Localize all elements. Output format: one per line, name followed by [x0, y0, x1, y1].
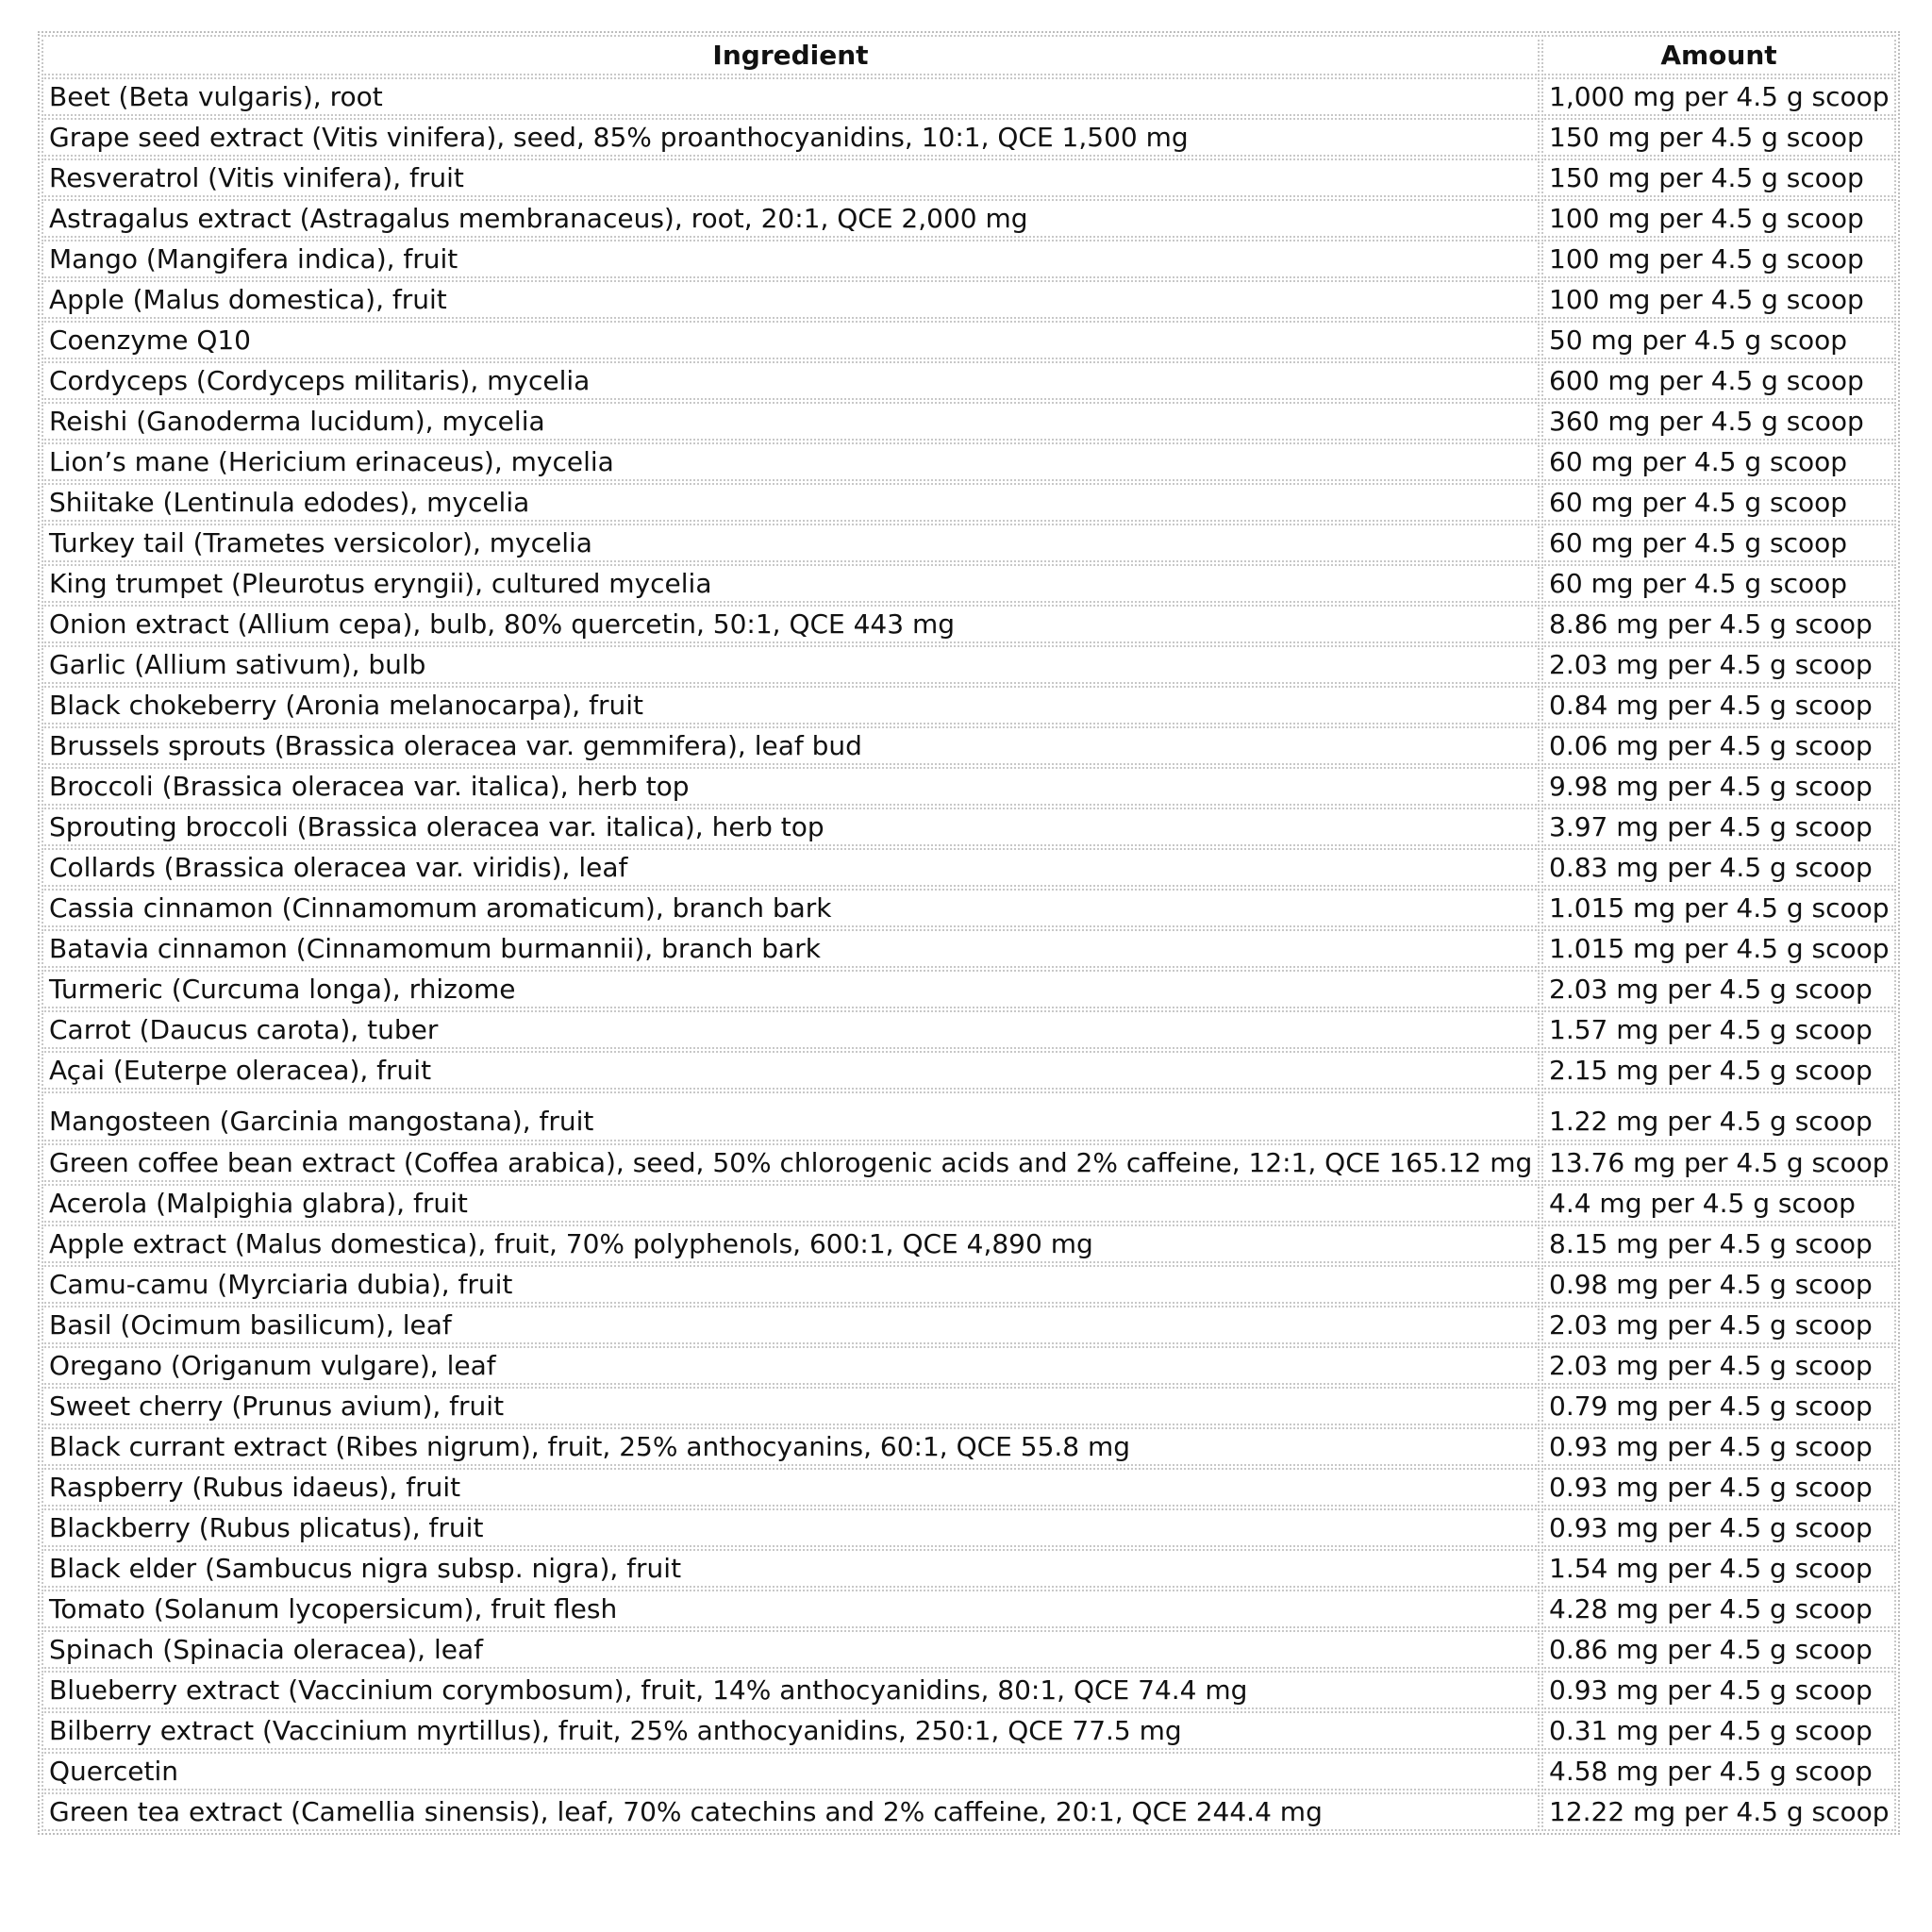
table-row — [42, 442, 1896, 481]
amount-cell: 0.83 mg per 4.5 g scoop — [1541, 848, 1896, 887]
table-row — [42, 808, 1896, 846]
amount-cell: 360 mg per 4.5 g scoop — [1541, 402, 1896, 441]
amount-cell: 4.4 mg per 4.5 g scoop — [1541, 1184, 1896, 1223]
ingredient-cell: Turkey tail (Trametes versicolor), mycelia — [42, 524, 1540, 562]
table-row — [42, 240, 1896, 278]
amount-cell: 2.03 mg per 4.5 g scoop — [1541, 1306, 1896, 1344]
amount-cell: 1.015 mg per 4.5 g scoop — [1541, 889, 1896, 927]
ingredient-cell: Astragalus extract (Astragalus membranaceus), root, 20:1, QCE 2,000 mg — [42, 199, 1540, 238]
amount-cell: 1.57 mg per 4.5 g scoop — [1541, 1010, 1896, 1049]
amount-cell: 1.015 mg per 4.5 g scoop — [1541, 929, 1896, 968]
table-row — [42, 1792, 1896, 1831]
ingredient-cell: Blueberry extract (Vaccinium corymbosum), fruit, 14% anthocyanidins, 80:1, QCE 74.4 mg — [42, 1671, 1540, 1709]
table-row — [42, 1549, 1896, 1588]
ingredient-cell: Reishi (Ganoderma lucidum), mycelia — [42, 402, 1540, 441]
amount-cell: 0.93 mg per 4.5 g scoop — [1541, 1508, 1896, 1547]
amount-cell: 0.93 mg per 4.5 g scoop — [1541, 1427, 1896, 1466]
amount-cell: 2.03 mg per 4.5 g scoop — [1541, 645, 1896, 684]
ingredient-cell: Black currant extract (Ribes nigrum), fruit, 25% anthocyanins, 60:1, QCE 55.8 mg — [42, 1427, 1540, 1466]
ingredient-cell: Bilberry extract (Vaccinium myrtillus), fruit, 25% anthocyanidins, 250:1, QCE 77.5 mg — [42, 1711, 1540, 1750]
amount-cell: 12.22 mg per 4.5 g scoop — [1541, 1792, 1896, 1831]
table-row — [42, 889, 1896, 927]
table-row — [42, 1590, 1896, 1628]
table-row — [42, 77, 1896, 116]
table-row — [42, 118, 1896, 157]
table-row — [42, 361, 1896, 400]
amount-cell: 1.54 mg per 4.5 g scoop — [1541, 1549, 1896, 1588]
amount-cell: 0.31 mg per 4.5 g scoop — [1541, 1711, 1896, 1750]
table-row — [42, 1265, 1896, 1304]
table-row — [42, 1346, 1896, 1385]
table-row — [42, 1091, 1896, 1141]
ingredient-cell: Mangosteen (Garcinia mangostana), fruit — [42, 1091, 1540, 1141]
table-row — [42, 1184, 1896, 1223]
ingredient-cell: Cordyceps (Cordyceps militaris), mycelia — [42, 361, 1540, 400]
ingredient-cell: Oregano (Origanum vulgare), leaf — [42, 1346, 1540, 1385]
ingredient-cell: Sweet cherry (Prunus avium), fruit — [42, 1387, 1540, 1425]
ingredient-cell: Carrot (Daucus carota), tuber — [42, 1010, 1540, 1049]
amount-cell: 2.03 mg per 4.5 g scoop — [1541, 970, 1896, 1008]
ingredient-cell: Green tea extract (Camellia sinensis), leaf, 70% catechins and 2% caffeine, 20:1, QCE 244.4 mg — [42, 1792, 1540, 1831]
table-row — [42, 158, 1896, 197]
ingredient-table-container — [38, 31, 1898, 1835]
table-row — [42, 686, 1896, 724]
ingredient-cell: Collards (Brassica oleracea var. viridis), leaf — [42, 848, 1540, 887]
table-row — [42, 645, 1896, 684]
table-row — [42, 1010, 1896, 1049]
amount-cell: 100 mg per 4.5 g scoop — [1541, 240, 1896, 278]
table-row — [42, 1671, 1896, 1709]
ingredient-cell: Grape seed extract (Vitis vinifera), seed, 85% proanthocyanidins, 10:1, QCE 1,500 mg — [42, 118, 1540, 157]
ingredient-cell: Garlic (Allium sativum), bulb — [42, 645, 1540, 684]
table-row — [42, 483, 1896, 522]
ingredient-cell: Camu-camu (Myrciaria dubia), fruit — [42, 1265, 1540, 1304]
ingredient-cell: Cassia cinnamon (Cinnamomum aromaticum), branch bark — [42, 889, 1540, 927]
table-row — [42, 280, 1896, 319]
ingredient-cell: Batavia cinnamon (Cinnamomum burmannii), branch bark — [42, 929, 1540, 968]
ingredient-cell: Açai (Euterpe oleracea), fruit — [42, 1051, 1540, 1090]
header-ingredient: Ingredient — [42, 35, 1540, 75]
amount-cell: 100 mg per 4.5 g scoop — [1541, 280, 1896, 319]
ingredient-cell: Turmeric (Curcuma longa), rhizome — [42, 970, 1540, 1008]
table-row — [42, 767, 1896, 806]
ingredient-cell: Black elder (Sambucus nigra subsp. nigra), fruit — [42, 1549, 1540, 1588]
header-amount: Amount — [1541, 35, 1896, 75]
table-row — [42, 524, 1896, 562]
table-row — [42, 199, 1896, 238]
table-row — [42, 1508, 1896, 1547]
amount-cell: 0.93 mg per 4.5 g scoop — [1541, 1671, 1896, 1709]
table-row — [42, 929, 1896, 968]
table-row — [42, 1224, 1896, 1263]
ingredient-cell: Tomato (Solanum lycopersicum), fruit flesh — [42, 1590, 1540, 1628]
ingredient-cell: Spinach (Spinacia oleracea), leaf — [42, 1630, 1540, 1669]
table-row — [42, 402, 1896, 441]
ingredient-cell: Green coffee bean extract (Coffea arabica), seed, 50% chlorogenic acids and 2% caffeine, 12:1, QCE 165.12 mg — [42, 1143, 1540, 1182]
amount-cell: 1.22 mg per 4.5 g scoop — [1541, 1091, 1896, 1141]
table-row — [42, 848, 1896, 887]
ingredient-table — [38, 31, 1900, 1835]
table-row — [42, 1468, 1896, 1507]
table-row — [42, 1051, 1896, 1090]
ingredient-cell: Lion’s mane (Hericium erinaceus), mycelia — [42, 442, 1540, 481]
ingredient-cell: Basil (Ocimum basilicum), leaf — [42, 1306, 1540, 1344]
ingredient-cell: Onion extract (Allium cepa), bulb, 80% quercetin, 50:1, QCE 443 mg — [42, 605, 1540, 643]
amount-cell: 100 mg per 4.5 g scoop — [1541, 199, 1896, 238]
table-row — [42, 564, 1896, 603]
ingredient-cell: Black chokeberry (Aronia melanocarpa), fruit — [42, 686, 1540, 724]
amount-cell: 4.28 mg per 4.5 g scoop — [1541, 1590, 1896, 1628]
amount-cell: 0.79 mg per 4.5 g scoop — [1541, 1387, 1896, 1425]
ingredient-cell: King trumpet (Pleurotus eryngii), cultured mycelia — [42, 564, 1540, 603]
ingredient-cell: Brussels sprouts (Brassica oleracea var. gemmifera), leaf bud — [42, 726, 1540, 765]
ingredient-cell: Broccoli (Brassica oleracea var. italica), herb top — [42, 767, 1540, 806]
amount-cell: 2.03 mg per 4.5 g scoop — [1541, 1346, 1896, 1385]
table-row — [42, 1306, 1896, 1344]
amount-cell: 0.06 mg per 4.5 g scoop — [1541, 726, 1896, 765]
table-row — [42, 726, 1896, 765]
amount-cell: 13.76 mg per 4.5 g scoop — [1541, 1143, 1896, 1182]
amount-cell: 0.93 mg per 4.5 g scoop — [1541, 1468, 1896, 1507]
table-row — [42, 1387, 1896, 1425]
table-row — [42, 605, 1896, 643]
amount-cell: 150 mg per 4.5 g scoop — [1541, 118, 1896, 157]
amount-cell: 60 mg per 4.5 g scoop — [1541, 524, 1896, 562]
ingredient-cell: Resveratrol (Vitis vinifera), fruit — [42, 158, 1540, 197]
table-header-row — [42, 35, 1896, 75]
amount-cell: 60 mg per 4.5 g scoop — [1541, 442, 1896, 481]
table-body — [42, 77, 1896, 1831]
ingredient-cell: Sprouting broccoli (Brassica oleracea var. italica), herb top — [42, 808, 1540, 846]
amount-cell: 8.86 mg per 4.5 g scoop — [1541, 605, 1896, 643]
amount-cell: 0.84 mg per 4.5 g scoop — [1541, 686, 1896, 724]
amount-cell: 9.98 mg per 4.5 g scoop — [1541, 767, 1896, 806]
amount-cell: 8.15 mg per 4.5 g scoop — [1541, 1224, 1896, 1263]
amount-cell: 60 mg per 4.5 g scoop — [1541, 564, 1896, 603]
amount-cell: 1,000 mg per 4.5 g scoop — [1541, 77, 1896, 116]
table-row — [42, 1427, 1896, 1466]
ingredient-cell: Apple extract (Malus domestica), fruit, 70% polyphenols, 600:1, QCE 4,890 mg — [42, 1224, 1540, 1263]
table-row — [42, 321, 1896, 359]
ingredient-cell: Acerola (Malpighia glabra), fruit — [42, 1184, 1540, 1223]
amount-cell: 3.97 mg per 4.5 g scoop — [1541, 808, 1896, 846]
ingredient-cell: Raspberry (Rubus idaeus), fruit — [42, 1468, 1540, 1507]
amount-cell: 50 mg per 4.5 g scoop — [1541, 321, 1896, 359]
amount-cell: 150 mg per 4.5 g scoop — [1541, 158, 1896, 197]
table-row — [42, 970, 1896, 1008]
ingredient-cell: Apple (Malus domestica), fruit — [42, 280, 1540, 319]
ingredient-cell: Blackberry (Rubus plicatus), fruit — [42, 1508, 1540, 1547]
ingredient-cell: Shiitake (Lentinula edodes), mycelia — [42, 483, 1540, 522]
table-row — [42, 1143, 1896, 1182]
amount-cell: 4.58 mg per 4.5 g scoop — [1541, 1752, 1896, 1790]
ingredient-cell: Mango (Mangifera indica), fruit — [42, 240, 1540, 278]
ingredient-cell: Coenzyme Q10 — [42, 321, 1540, 359]
ingredient-cell: Beet (Beta vulgaris), root — [42, 77, 1540, 116]
table-row — [42, 1711, 1896, 1750]
amount-cell: 60 mg per 4.5 g scoop — [1541, 483, 1896, 522]
amount-cell: 2.15 mg per 4.5 g scoop — [1541, 1051, 1896, 1090]
amount-cell: 0.98 mg per 4.5 g scoop — [1541, 1265, 1896, 1304]
table-row — [42, 1630, 1896, 1669]
amount-cell: 0.86 mg per 4.5 g scoop — [1541, 1630, 1896, 1669]
ingredient-cell: Quercetin — [42, 1752, 1540, 1790]
amount-cell: 600 mg per 4.5 g scoop — [1541, 361, 1896, 400]
table-row — [42, 1752, 1896, 1790]
